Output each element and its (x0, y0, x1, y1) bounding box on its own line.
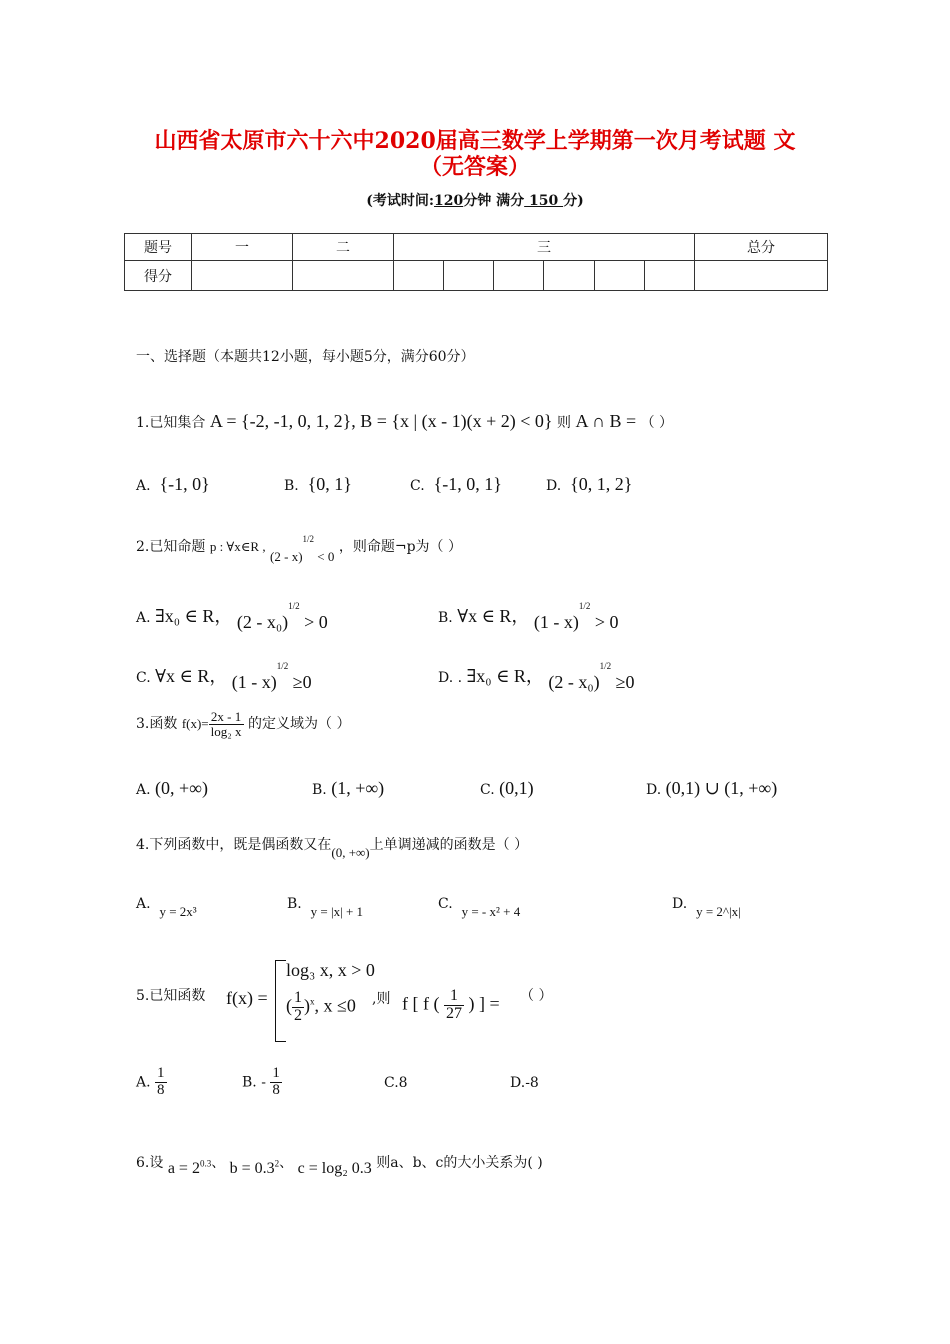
option-c[interactable]: C. {-1, 0, 1} (410, 474, 502, 494)
option-a[interactable]: A. (0, +∞) (136, 778, 208, 798)
question-6: 6.设 $a = 2^{0.3}$、 $b = 0.3^2$、 c = log₂ 0.3 则a、b、c的大小关系为( ) (136, 1155, 543, 1177)
score-table-header-row (125, 234, 828, 261)
option-d[interactable]: D.-8 (510, 1075, 539, 1091)
option-b[interactable]: B. - $\frac{1}{8}$ (242, 1065, 280, 1098)
option-b[interactable]: B. (1, +∞) (312, 778, 385, 798)
option-b[interactable]: B. ∀x ∈ R， (1 - x)$^{1/2}$ > 0 (438, 601, 619, 632)
piecewise-brace (275, 960, 286, 1042)
math-expr: A ∩ B = (575, 411, 637, 431)
math-expr: f(x) = (226, 988, 268, 1008)
score-input-cell[interactable] (644, 261, 694, 291)
piecewise-case-1: log₃ x, x > 0 (286, 960, 375, 980)
option-a[interactable]: A. {-1, 0} (136, 474, 210, 494)
table-cell: 三 (394, 234, 695, 261)
page-title-suffix: （无答案） (419, 154, 530, 180)
text: ,则 (372, 991, 391, 1007)
score-input-cell[interactable] (444, 261, 494, 291)
score-input-cell[interactable] (394, 261, 444, 291)
table-cell: 一 (192, 234, 293, 261)
text: 则 (557, 415, 572, 431)
score-input-cell[interactable] (192, 261, 293, 291)
option-d[interactable]: D. {0, 1, 2} (546, 474, 633, 494)
math-expr: (2 - x)$^{1/2}$ < 0 (270, 533, 335, 564)
question-stem: 1.已知集合 (136, 415, 206, 431)
math-expr: c = log₂ 0.3 (297, 1160, 372, 1177)
option-c[interactable]: C. y = - x² + 4 (438, 896, 521, 919)
score-input-cell[interactable] (695, 261, 828, 291)
table-cell: 二 (293, 234, 394, 261)
score-input-cell[interactable] (494, 261, 544, 291)
score-table (124, 233, 828, 291)
math-expr: (0, +∞) (331, 845, 370, 860)
option-c[interactable]: C.8 (384, 1075, 408, 1091)
question-5-stem: 5.已知函数 (136, 988, 206, 1004)
score-input-cell[interactable] (293, 261, 394, 291)
question-tail: 的定义域为（ ） (248, 716, 351, 733)
option-b[interactable]: B. {0, 1} (284, 474, 352, 494)
section-heading: 一、选择题（本题共12小题，每小题5分，满分60分） (136, 349, 475, 365)
table-cell: 题号 (125, 234, 192, 261)
option-c[interactable]: C. ∀x ∈ R， (1 - x)$^{1/2}$ ≥0 (136, 661, 312, 692)
option-a[interactable]: A. $\frac{1}{8}$ (136, 1065, 165, 1098)
math-expr: $b = 0.3^2$ (229, 1158, 280, 1177)
answer-blank: （ ） (520, 988, 553, 1004)
math-expr: f(x)= (181, 716, 209, 732)
score-input-cell[interactable] (594, 261, 644, 291)
option-d[interactable]: D. y = 2^|x| (672, 896, 741, 919)
math-expr: A = {-2, -1, 0, 1, 2} (209, 411, 352, 431)
question-tail: 则a、b、c的大小关系为( ) (376, 1155, 543, 1171)
fraction: $\frac{2x - 1}{\text{log₂ x}}$ (210, 709, 242, 739)
math-expr: , B = {x | (x - 1)(x + 2) < 0} (351, 411, 553, 431)
question-stem: 6.设 (136, 1155, 164, 1171)
question-3 (136, 710, 350, 738)
question-tail: ，则命题¬p为（ ） (338, 539, 462, 555)
question-stem: 3.函数 (136, 716, 178, 733)
option-d[interactable]: D. (0,1) ∪ (1, +∞) (646, 778, 778, 798)
question-stem: 2.已知命题 (136, 539, 206, 555)
question-tail: 上单调递减的函数是（ ） (369, 837, 529, 853)
option-a[interactable]: A. y = 2x³ (136, 896, 197, 919)
math-expr: p : ∀x∈R , (209, 539, 266, 554)
score-table-score-row (125, 261, 828, 291)
question-2 (136, 533, 462, 564)
question-4 (136, 834, 529, 860)
answer-blank: （ ） (640, 415, 674, 431)
math-expr: $a = 2^{0.3}$ (167, 1158, 212, 1177)
question-stem: 4.下列函数中，既是偶函数又在 (136, 837, 332, 853)
option-b[interactable]: B. y = |x| + 1 (287, 896, 364, 919)
exam-info: (考试时间:120分钟 满分 150 分) (366, 193, 584, 209)
option-d[interactable]: D. . ∃x₀ ∈ R， (2 - x₀)$^{1/2}$ ≥0 (438, 661, 635, 692)
option-c[interactable]: C. (0,1) (480, 778, 534, 798)
score-input-cell[interactable] (544, 261, 594, 291)
table-cell: 得分 (125, 261, 192, 291)
question-1 (136, 411, 673, 432)
option-a[interactable]: A. ∃x₀ ∈ R， (2 - x₀)$^{1/2}$ > 0 (136, 601, 328, 632)
piecewise-case-2: ( $\frac{1}{2}$ )$^x$, x ≤0 (286, 989, 356, 1024)
page-title: 山西省太原市六十六中2020届高三数学上学期第一次月考试题 文 (154, 128, 796, 154)
math-expr: f [ f ( $\frac{1}{27}$ ) ] = (402, 987, 500, 1022)
table-cell: 总分 (695, 234, 828, 261)
